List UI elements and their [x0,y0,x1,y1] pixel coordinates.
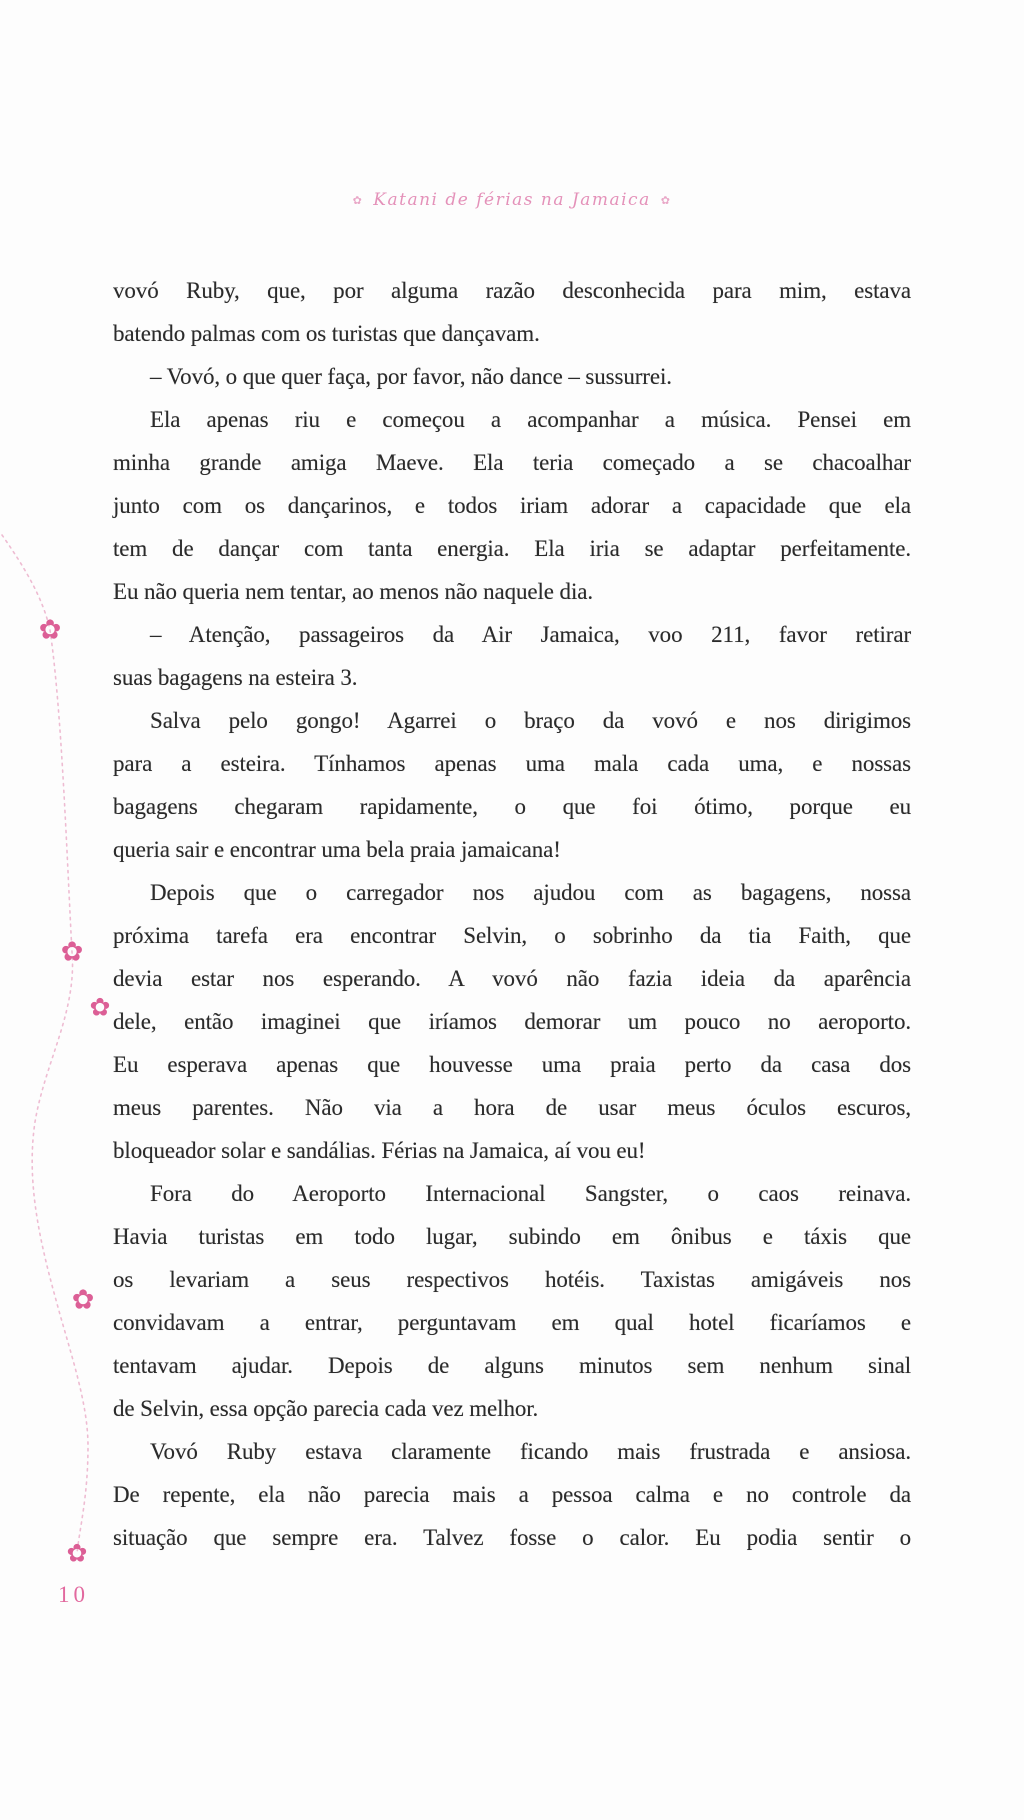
dotted-curve-path [2,535,88,1553]
text-line: minha grande amiga Maeve. Ela teria começado a se chacoalhar [113,450,911,475]
text-line: tem de dançar com tanta energia. Ela iria se adaptar perfeitamente. [113,536,911,561]
text-line: situação que sempre era. Talvez fosse o calor. Eu podia sentir o [113,1525,911,1550]
flower-icon: ✿ [89,992,111,1022]
flower-icon: ✿ [60,936,84,968]
text-line: junto com os dançarinos, e todos iriam adorar a capacidade que ela [113,493,911,518]
text-line: Havia turistas em todo lugar, subindo em ônibus e táxis que [113,1224,911,1249]
text-line: meus parentes. Não via a hora de usar meus óculos escuros, [113,1095,911,1120]
text-line: Eu esperava apenas que houvesse uma praia perto da casa dos [113,1052,911,1077]
text-line: Ela apenas riu e começou a acompanhar a música. Pensei em [150,407,911,432]
body-text [113,269,911,1559]
text-line: Eu não queria nem tentar, ao menos não naquele dia. [113,579,593,604]
dotted-curve-decoration [0,0,130,1620]
text-line: – Atenção, passageiros da Air Jamaica, voo 211, favor retirar [150,622,911,647]
text-line: batendo palmas com os turistas que dançavam. [113,321,540,346]
text-line: próxima tarefa era encontrar Selvin, o sobrinho da tia Faith, que [113,923,911,948]
page-number: 10 [58,1582,89,1607]
text-line: Fora do Aeroporto Internacional Sangster, o caos reinava. [150,1181,911,1206]
running-header-title: Katani de férias na Jamaica [373,190,651,210]
flower-icon: ✿ [38,614,62,646]
text-line: os levariam a seus respectivos hotéis. Taxistas amigáveis nos [113,1267,911,1292]
flower-icon: ✿ [71,1284,95,1316]
text-line: suas bagagens na esteira 3. [113,665,358,690]
text-line: devia estar nos esperando. A vovó não fazia ideia da aparência [113,966,911,991]
text-line: para a esteira. Tínhamos apenas uma mala cada uma, e nossas [113,751,911,776]
text-line: vovó Ruby, que, por alguma razão desconhecida para mim, estava [113,278,911,303]
text-line: Depois que o carregador nos ajudou com as bagagens, nossa [150,880,911,905]
running-header [0,190,1024,210]
text-line: convidavam a entrar, perguntavam em qual hotel ficaríamos e [113,1310,911,1335]
text-line: dele, então imaginei que iríamos demorar um pouco no aeroporto. [113,1009,911,1034]
text-line: de Selvin, essa opção parecia cada vez melhor. [113,1396,539,1421]
text-line: tentavam ajudar. Depois de alguns minutos sem nenhum sinal [113,1353,911,1378]
text-line: bagagens chegaram rapidamente, o que foi ótimo, porque eu [113,794,911,819]
header-left-flower-icon: ✿ [352,194,364,207]
header-right-flower-icon: ✿ [660,194,672,207]
text-line: Salva pelo gongo! Agarrei o braço da vovó e nos dirigimos [150,708,911,733]
text-line: De repente, ela não parecia mais a pessoa calma e no controle da [113,1482,911,1507]
flower-icon: ✿ [66,1538,88,1568]
text-line: Vovó Ruby estava claramente ficando mais frustrada e ansiosa. [150,1439,911,1464]
text-line: – Vovó, o que quer faça, por favor, não dance – sussurrei. [150,364,672,389]
text-line: bloqueador solar e sandálias. Férias na Jamaica, aí vou eu! [113,1138,646,1163]
text-line: queria sair e encontrar uma bela praia jamaicana! [113,837,561,862]
